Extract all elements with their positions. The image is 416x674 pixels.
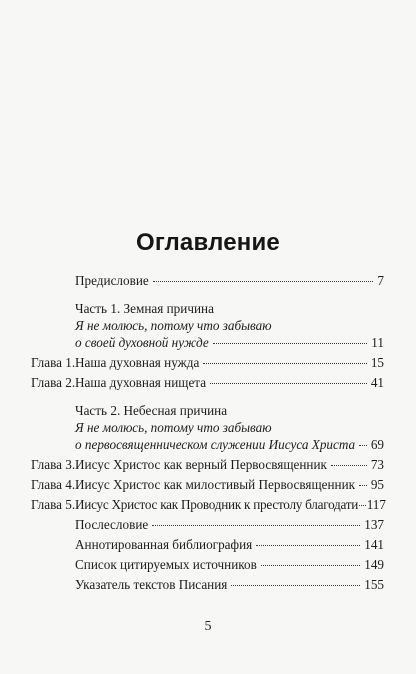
chapter-label: Глава 4. [31,477,76,492]
page-number: 5 [204,619,212,634]
toc-entry-chapter [31,374,384,392]
toc-entry-text: Иисус Христос как Проводник к престолу благодати [75,497,359,512]
toc-entry-chapter [31,496,386,514]
dot-leader [203,363,366,364]
toc-entry-chapter [31,354,384,372]
toc-entry-page: 41 [370,375,384,390]
toc-entry-page: 137 [364,517,384,532]
toc-entry-text: Иисус Христос как верный Первосвященник [75,457,327,472]
toc-entry-page: 117 [366,497,386,512]
toc-entry-sources [75,556,384,574]
dot-leader [210,383,367,384]
toc-entry-chapter [31,476,384,494]
part-subtitle: о своей духовной нужде [75,335,209,350]
toc-entry-page: 149 [364,557,384,572]
toc-entry-page: 69 [370,437,384,452]
toc-entry-page: 7 [377,273,384,288]
chapter-label: Глава 2. [31,375,76,390]
part-subtitle: Я не молюсь, потому что забываю [75,420,272,435]
toc-entry-bibliography [75,536,384,554]
part-heading: Часть 1. Земная причина [75,301,214,316]
dot-leader [231,585,360,586]
dot-leader [359,445,367,446]
toc-entry-text: Наша духовная нужда [75,355,200,370]
toc-entry-scripture-index [75,576,384,594]
toc-entry-chapter [31,456,384,474]
toc-entry-text: Список цитируемых источников [75,557,257,572]
toc-entry-preface [75,272,384,290]
dot-leader [256,545,360,546]
toc-entry-page: 141 [364,537,384,552]
chapter-label: Глава 5. [31,497,76,512]
dot-leader [359,485,367,486]
part-subtitle: Я не молюсь, потому что забываю [75,318,272,333]
chapter-label: Глава 1. [31,355,76,370]
dot-leader [331,465,367,466]
toc-entry-text: Иисус Христос как милостивый Первосвященник [75,477,356,492]
chapter-label: Глава 3. [31,457,76,472]
page-title: Оглавление [136,229,280,256]
toc-entry-text: Предисловие [75,273,149,288]
part-heading: Часть 2. Небесная причина [75,403,228,418]
toc-entry-afterword [75,516,384,534]
dot-leader [213,343,368,344]
toc-entry-text: Наша духовная нищета [75,375,207,390]
dot-leader [261,565,360,566]
toc-entry-part2 [75,436,384,454]
dot-leader [359,505,366,506]
toc-entry-page: 15 [370,355,384,370]
toc-entry-page: 11 [371,335,384,350]
toc-entry-page: 95 [370,477,384,492]
toc-entry-page: 155 [364,577,384,592]
toc-entry-part1 [75,334,384,352]
toc-entry-text: Аннотированная библиография [75,537,253,552]
dot-leader [153,281,374,282]
part-subtitle: о первосвященническом служении Иисуса Христа [75,437,356,452]
toc-entry-page: 73 [370,457,384,472]
dot-leader [152,525,360,526]
toc-entry-text: Указатель текстов Писания [75,577,228,592]
toc-entry-text: Послесловие [75,517,149,532]
